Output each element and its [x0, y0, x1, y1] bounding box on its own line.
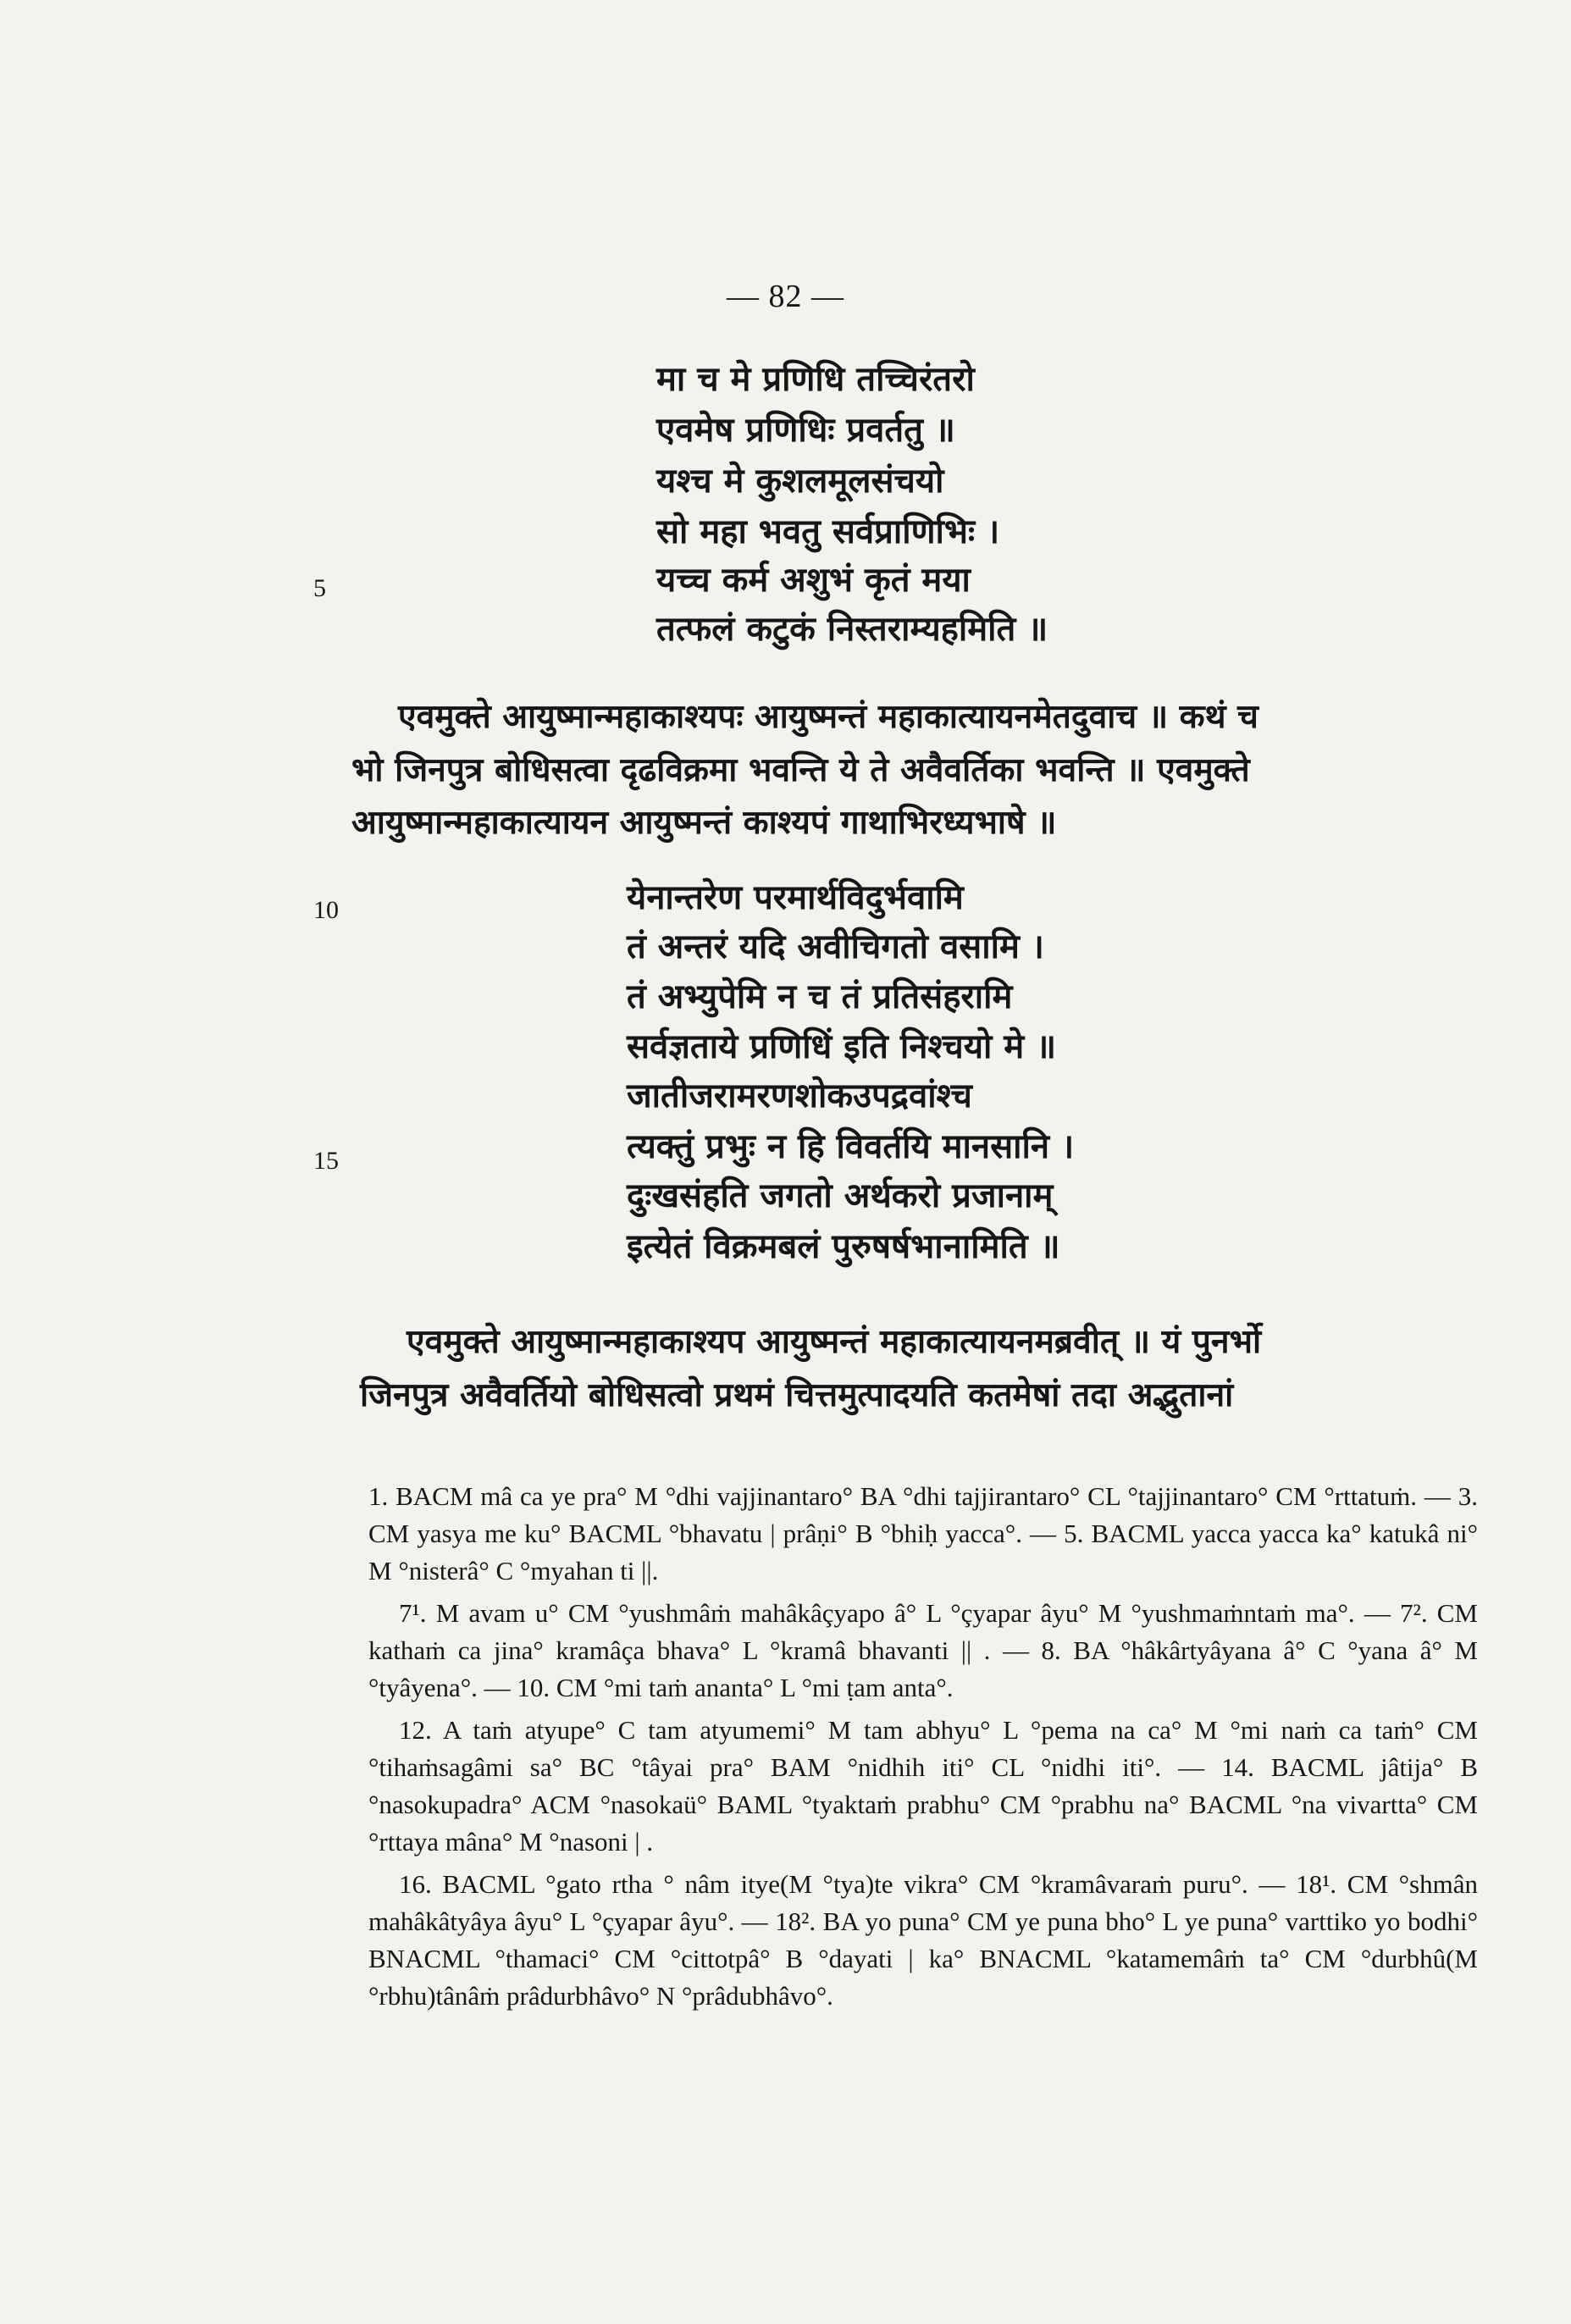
verse-line: त्यक्तुं प्रभुः न हि विवर्तयि मानसानि । [627, 1127, 1075, 1166]
verse-line: तं अभ्युपेमि न च तं प्रतिसंहरामि [627, 977, 1013, 1016]
prose-line: एवमुक्ते आयुष्मान्महाकाश्यप आयुष्मन्तं महाकात्यायनमब्रवीत् ॥ यं पुनर्भो [407, 1323, 1262, 1361]
verse-line: यश्च मे कुशलमूलसंचयो [656, 462, 944, 501]
footnotes [368, 1478, 1478, 2020]
prose-line: एवमुक्ते आयुष्मान्महाकाश्यपः आयुष्मन्तं महाकात्यायनमेतदुवाच ॥ कथं च [398, 698, 1258, 736]
page-number: — 82 — [727, 279, 844, 314]
verse-line: सर्वज्ञताये प्रणिधिं इति निश्चयो मे ॥ [627, 1027, 1057, 1066]
verse-line: दुःखसंहति जगतो अर्थकरो प्रजानाम् [627, 1176, 1054, 1215]
verse-line: येनान्तरेण परमार्थविदुर्भवामि [627, 878, 964, 917]
footnote-paragraph: 7¹. M avam u° CM °yushmâṁ mahâkâçyapo â° L °çyapar âyu° M °yushmaṁntaṁ ma°. — 7². CM kathaṁ ca jina° kramâça bhava° L °kramâ bhavanti || . — 8. BA °hâkârtyâyana â° C °yana â° M °tyâyena°. — 10. CM °mi taṁ ananta° L °mi ṭam anta°. [368, 1598, 1478, 1702]
line-number: 10 [313, 896, 339, 924]
footnote-paragraph: 12. A taṁ atyupe° C tam atyumemi° M tam abhyu° L °pema na ca° M °mi naṁ ca taṁ° CM °tihaṁsagâmi sa° BC °tâyai pra° BAM °nidhih iti° CL °nidhi iti°. — 14. BACML jâtija° B °nasokupadra° ACM °nasokaü° BAML °tyaktaṁ prabhu° CM °prabhu na° BACML °na vivartta° CM °rttaya mâna° M °nasoni | . [368, 1715, 1478, 1856]
verse-line: इत्येतं विक्रमबलं पुरुषर्षभानामिति ॥ [627, 1227, 1060, 1266]
verse-line: तत्फलं कटुकं निस्तराम्यहमिति ॥ [656, 610, 1048, 649]
footnote-paragraph: 1. BACM mâ ca ye pra° M °dhi vajjinantaro° BA °dhi tajjirantaro° CL °tajjinantaro° CM °rttatuṁ. — 3. CM yasya me ku° BACML °bhavatu | prâṇi° B °bhiḥ yacca°. — 5. BACML yacca yacca ka° katukâ ni° M °nisterâ° C °myahan ti ||. [368, 1481, 1478, 1585]
prose-line: भो जिनपुत्र बोधिसत्वा दृढविक्रमा भवन्ति ये ते अवैवर्तिका भवन्ति ॥ एवमुक्ते [351, 751, 1250, 789]
prose-line: आयुष्मान्महाकात्यायन आयुष्मन्तं काश्यपं गाथाभिरध्यभाषे ॥ [351, 804, 1057, 842]
line-number: 15 [313, 1147, 339, 1175]
verse-line: तं अन्तरं यदि अवीचिगतो वसामि । [627, 927, 1044, 966]
line-number: 5 [313, 574, 326, 602]
footnote-paragraph: 16. BACML °gato rtha ° nâm itye(M °tya)te vikra° CM °kramâvaraṁ puru°. — 18¹. CM °shmân mahâkâtyâya âyu° L °çyapar âyu°. — 18². BA yo puna° CM ye puna bho° L ye puna° varttiko yo bodhi° BNACML °thamaci° CM °cittotpâ° B °dayati | ka° BNACML °katamemâṁ ta° CM °durbhû(M °rbhu)tânâṁ prâdurbhâvo° N °prâdubhâvo°. [368, 1869, 1478, 2011]
verse-line: मा च मे प्रणिधि तच्चिरंतरो [656, 360, 975, 399]
verse-line: सो महा भवतु सर्वप्राणिभिः । [656, 512, 1000, 551]
verse-line: एवमेष प्रणिधिः प्रवर्ततु ॥ [656, 411, 955, 450]
verse-line: जातीजरामरणशोकउपद्रवांश्च [627, 1076, 972, 1115]
prose-line: जिनपुत्र अवैवर्तियो बोधिसत्वो प्रथमं चित्तमुत्पादयति कतमेषां तदा अद्भुतानां [360, 1376, 1234, 1414]
verse-line: यच्च कर्म अशुभं कृतं मया [656, 561, 971, 600]
